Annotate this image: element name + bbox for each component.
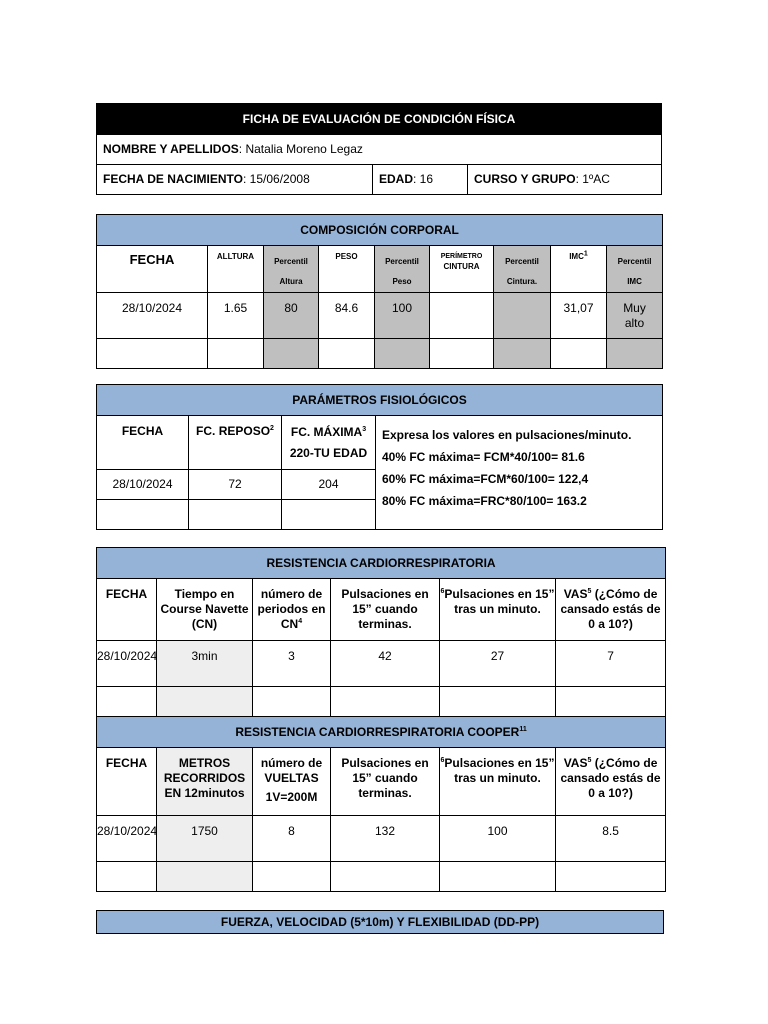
resistencia-block xyxy=(96,547,666,892)
table-row xyxy=(97,293,663,339)
col-fecha: FECHA xyxy=(97,416,189,470)
cell-vas: 7 xyxy=(556,641,666,687)
cell-metros: 1750 xyxy=(157,816,253,862)
col-puls-min: $^6$Pulsaciones en 15” tras un minuto. xyxy=(440,748,556,816)
col-puls-min: $^6$Pulsaciones en 15” tras un minuto. xyxy=(440,579,556,641)
fuerza-title: FUERZA, VELOCIDAD (5*10m) Y FLEXIBILIDAD (DD-PP) xyxy=(97,911,664,934)
table-row xyxy=(97,862,666,892)
cell-altura: 1.65 xyxy=(208,293,264,339)
fuerza-block xyxy=(96,910,664,934)
col-metros: METROS RECORRIDOS EN 12minutos xyxy=(157,748,253,816)
nacimiento-field: FECHA DE NACIMIENTO: 15/06/2008 xyxy=(97,165,373,195)
cell-periodos: 3 xyxy=(253,641,331,687)
col-perimetro: PERÍMETRO CINTURA xyxy=(430,246,494,293)
fisiologicos-title: PARÁMETROS FISIOLÓGICOS xyxy=(97,385,663,416)
cell-fecha: 28/10/2024 xyxy=(97,641,157,687)
cell-fecha: 28/10/2024 xyxy=(97,470,189,500)
col-percentil-cintura: Percentil Cintura. xyxy=(494,246,551,293)
col-percentil-peso: Percentil Peso xyxy=(375,246,430,293)
col-fc-maxima: FC. MÁXIMA$^3$ 220-TU EDAD xyxy=(282,416,376,470)
table-row xyxy=(97,641,666,687)
composicion-title: COMPOSICIÓN CORPORAL xyxy=(97,215,663,246)
col-vueltas: número de VUELTAS 1V=200M xyxy=(253,748,331,816)
col-fecha: FECHA xyxy=(97,579,157,641)
cell-tiempo: 3min xyxy=(157,641,253,687)
col-peso: PESO xyxy=(319,246,375,293)
cell-maxima: 204 xyxy=(282,470,376,500)
fc-notes: Expresa los valores en pulsaciones/minuto. 40% FC máxima= FCM*40/100= 81.6 60% FC máxima=FCM*60/100= 122,4 80% FC máxima=FRC*80/100= 163.2 xyxy=(376,416,663,530)
cell-puls-min: 27 xyxy=(440,641,556,687)
cell-reposo: 72 xyxy=(189,470,282,500)
cell-puls15: 42 xyxy=(331,641,440,687)
fisiologicos-block xyxy=(96,384,663,530)
cell-imc: 31,07 xyxy=(551,293,607,339)
cell-percentil-altura: 80 xyxy=(264,293,319,339)
col-percentil-imc: Percentil IMC xyxy=(607,246,663,293)
col-vas: VAS$^5$ (¿Cómo de cansado estás de 0 a 10?) xyxy=(556,579,666,641)
cooper-title: RESISTENCIA CARDIORRESPIRATORIA COOPER$^{11}$ xyxy=(97,717,666,748)
col-periodos: número de periodos en $CN^4$ xyxy=(253,579,331,641)
cell-puls-min: 100 xyxy=(440,816,556,862)
cell-perimetro xyxy=(430,293,494,339)
cell-fecha: 28/10/2024 xyxy=(97,816,157,862)
cell-puls15: 132 xyxy=(331,816,440,862)
navette-title: RESISTENCIA CARDIORRESPIRATORIA xyxy=(97,548,666,579)
cell-vueltas: 8 xyxy=(253,816,331,862)
col-altura: ALLTURA xyxy=(208,246,264,293)
col-puls15: Pulsaciones en 15” cuando terminas. xyxy=(331,748,440,816)
cell-peso: 84.6 xyxy=(319,293,375,339)
col-tiempo: Tiempo en Course Navette (CN) xyxy=(157,579,253,641)
table-row xyxy=(97,339,663,369)
col-fc-reposo: FC. REPOSO$^2$ xyxy=(189,416,282,470)
cell-percentil-imc: Muy alto xyxy=(607,293,663,339)
edad-field: EDAD: 16 xyxy=(373,165,468,195)
ficha-title: FICHA DE EVALUACIÓN DE CONDICIÓN FÍSICA xyxy=(97,104,662,135)
cell-percentil-peso: 100 xyxy=(375,293,430,339)
ficha-block xyxy=(96,103,662,195)
cell-vas: 8.5 xyxy=(556,816,666,862)
cell-fecha: 28/10/2024 xyxy=(97,293,208,339)
col-percentil-altura: Percentil Altura xyxy=(264,246,319,293)
col-puls15: Pulsaciones en 15” cuando terminas. xyxy=(331,579,440,641)
curso-field: CURSO Y GRUPO: 1ºAC xyxy=(468,165,662,195)
composicion-block xyxy=(96,214,663,369)
col-fecha: FECHA xyxy=(97,246,208,293)
table-row xyxy=(97,816,666,862)
col-vas: VAS$^5$ (¿Cómo de cansado estás de 0 a 10?) xyxy=(556,748,666,816)
cell-percentil-cintura xyxy=(494,293,551,339)
col-imc: IMC$^1$ xyxy=(551,246,607,293)
table-row xyxy=(97,687,666,717)
col-fecha: FECHA xyxy=(97,748,157,816)
nombre-field: NOMBRE Y APELLIDOS: Natalia Moreno Legaz xyxy=(97,135,662,165)
